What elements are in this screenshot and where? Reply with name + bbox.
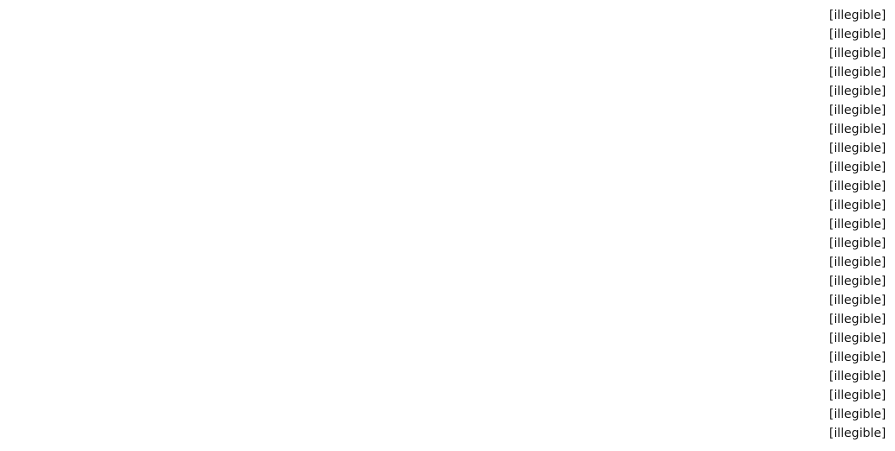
notice-line-7: [illegible] xyxy=(829,122,886,136)
notice-line-11: [illegible] xyxy=(829,198,886,212)
notice-line-23: [illegible] xyxy=(829,426,886,440)
notice-line-16: [illegible] xyxy=(829,293,886,307)
notice-line-19: [illegible] xyxy=(829,350,886,364)
notice-line-21: [illegible] xyxy=(829,388,886,402)
notice-line-2: [illegible] xyxy=(829,27,886,41)
notice-line-20: [illegible] xyxy=(829,369,886,383)
notice-line-5: [illegible] xyxy=(829,84,886,98)
notice-line-3: [illegible] xyxy=(829,46,886,60)
notice-line-9: [illegible] xyxy=(829,160,886,174)
notice-line-17: [illegible] xyxy=(829,312,886,326)
notice-line-13: [illegible] xyxy=(829,236,886,250)
notice-line-8: [illegible] xyxy=(829,141,886,155)
notice-line-10: [illegible] xyxy=(829,179,886,193)
notice-line-6: [illegible] xyxy=(829,103,886,117)
notice-line-4: [illegible] xyxy=(829,65,886,79)
notice-line-15: [illegible] xyxy=(829,274,886,288)
notice-line-22: [illegible] xyxy=(829,407,886,421)
notice-line-18: [illegible] xyxy=(829,331,886,345)
notice-line-1: [illegible] xyxy=(829,8,886,22)
auction-notice-text xyxy=(9,6,886,444)
notice-line-14: [illegible] xyxy=(829,255,886,269)
notice-line-12: [illegible] xyxy=(829,217,886,231)
